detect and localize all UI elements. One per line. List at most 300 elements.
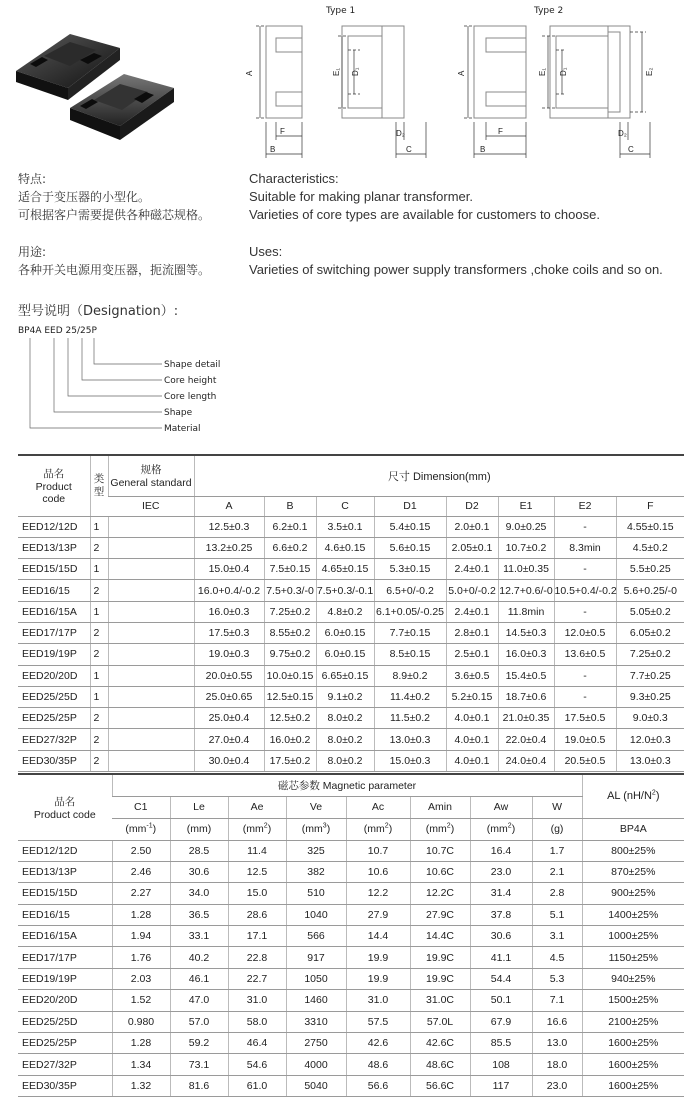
designation-title: 型号说明（Designation）: [18,304,179,319]
dimension-type: 2 [90,729,108,750]
magnetic-parameter-table [18,773,684,1097]
dimension-cell: 8.0±0.2 [316,729,374,750]
magnetic-cell: 1600±25% [582,1033,684,1054]
mag-header-bp4a: BP4A [582,818,684,840]
magnetic-cell: 48.6 [346,1054,410,1075]
mag-unit-text: (mm [486,823,508,835]
dimension-cell [108,729,194,750]
magnetic-product-code: EED13/13P [18,861,112,882]
magnetic-product-code: EED15/15D [18,883,112,904]
dimension-product-code: EED30/35P [18,750,90,771]
dimension-cell: 11.4±0.2 [374,686,446,707]
mag-header-al [582,774,684,818]
magnetic-product-code: EED16/15 [18,904,112,925]
magnetic-cell: 10.7 [346,840,410,861]
dimension-cell: 6.1+0.05/-0.25 [374,601,446,622]
uses-en [249,243,689,279]
magnetic-cell: 57.5 [346,1011,410,1032]
characteristics-cn [18,170,238,224]
dimension-cell [108,708,194,729]
magnetic-cell: 4.5 [532,947,582,968]
dimension-cell: 9.0±0.25 [498,516,554,537]
designation-label-shape-detail: Shape detail [164,360,221,370]
dim-D2-type1: D₂ [396,129,405,138]
header-product-code-en2: code [42,493,66,506]
dimension-cell [108,665,194,686]
dimension-cell: 12.7+0.6/-0 [498,580,554,601]
magnetic-product-code: EED25/25D [18,1011,112,1032]
characteristics-cn-line2: 可根据客户需要提供各种磁芯规格。 [18,208,211,222]
dimension-cell: 4.0±0.1 [446,750,498,771]
product-photo [8,16,178,146]
dimension-cell: 4.6±0.15 [316,537,374,558]
dimension-cell: 15.4±0.5 [498,665,554,686]
dimension-cell: 10.7±0.2 [498,537,554,558]
magnetic-cell: 7.1 [532,990,582,1011]
magnetic-cell: 510 [286,883,346,904]
dimension-row [18,665,684,686]
dimension-cell: 9.1±0.2 [316,686,374,707]
magnetic-cell: 11.4 [228,840,286,861]
magnetic-cell: 16.6 [532,1011,582,1032]
dimension-cell: - [554,559,616,580]
magnetic-cell: 54.6 [228,1054,286,1075]
magnetic-product-code: EED12/12D [18,840,112,861]
mag-unit-sup: 2 [507,822,512,830]
dimension-product-code: EED20/20D [18,665,90,686]
dimension-cell: 5.6+0.25/-0 [616,580,684,601]
dimension-cell: 2.4±0.1 [446,601,498,622]
magnetic-cell: 42.6 [346,1033,410,1054]
mag-unit-ae [228,818,286,840]
dimension-cell: 13.0±0.3 [374,729,446,750]
dimension-cell: 17.5±0.3 [194,622,264,643]
dimension-cell: 11.5±0.2 [374,708,446,729]
characteristics-en-line1: Suitable for making planar transformer. [249,189,473,204]
magnetic-row [18,990,684,1011]
dimension-row [18,686,684,707]
magnetic-cell: 18.0 [532,1054,582,1075]
magnetic-cell: 46.4 [228,1033,286,1054]
dimension-row [18,644,684,665]
header-product-code [18,455,90,516]
designation-label-material: Material [164,424,201,434]
magnetic-cell: 108 [470,1054,532,1075]
dimension-cell [108,537,194,558]
header-dim-e2: E2 [554,496,616,516]
dimension-cell: 5.0+0/-0.2 [446,580,498,601]
magnetic-row [18,1011,684,1032]
dimension-product-code: EED16/15 [18,580,90,601]
magnetic-row [18,1033,684,1054]
magnetic-cell: 2.27 [112,883,170,904]
dimension-cell: 5.3±0.15 [374,559,446,580]
magnetic-cell: 12.5 [228,861,286,882]
dimension-cell: 7.7±0.15 [374,622,446,643]
dimension-cell: 4.65±0.15 [316,559,374,580]
mag-unit-sup: 2 [384,822,389,830]
dimension-product-code: EED12/12D [18,516,90,537]
mag-unit-le [170,818,228,840]
dimension-cell: 2.5±0.1 [446,644,498,665]
dimension-product-code: EED16/15A [18,601,90,622]
dimension-cell: 19.0±0.3 [194,644,264,665]
dimension-cell: 22.0±0.4 [498,729,554,750]
dimension-cell: 12.5±0.3 [194,516,264,537]
dimension-cell: 2.4±0.1 [446,559,498,580]
mag-header-al-sup: 2 [651,789,656,797]
magnetic-cell: 14.4 [346,926,410,947]
dimension-cell: - [554,686,616,707]
dimension-product-code: EED19/19P [18,644,90,665]
header-dim-a: A [194,496,264,516]
dimension-cell: - [554,665,616,686]
magnetic-product-code: EED25/25P [18,1033,112,1054]
dimension-cell: 4.5±0.2 [616,537,684,558]
dim-C-type2: C [628,145,634,154]
dimension-cell: 8.9±0.2 [374,665,446,686]
type1-diagram [230,2,430,162]
dimension-cell: 16.0±0.2 [264,729,316,750]
header-type [90,455,108,516]
dimension-cell: 7.25±0.2 [616,644,684,665]
dimension-cell [108,686,194,707]
magnetic-cell: 59.2 [170,1033,228,1054]
magnetic-cell: 47.0 [170,990,228,1011]
magnetic-cell: 57.0 [170,1011,228,1032]
dim-D1-type2: D₁ [559,67,568,76]
dimension-cell: 17.5±0.5 [554,708,616,729]
dimension-cell: 5.05±0.2 [616,601,684,622]
magnetic-cell: 10.6 [346,861,410,882]
magnetic-cell: 1040 [286,904,346,925]
dimension-cell [108,580,194,601]
magnetic-cell: 28.5 [170,840,228,861]
magnetic-cell: 67.9 [470,1011,532,1032]
header-type-text: 类型 [93,472,105,498]
magnetic-product-code: EED16/15A [18,926,112,947]
dimension-cell: 10.0±0.15 [264,665,316,686]
dimension-cell: 9.3±0.25 [616,686,684,707]
magnetic-cell: 870±25% [582,861,684,882]
designation-label-core-length: Core length [164,392,217,402]
characteristics-en-title: Characteristics: [249,171,339,186]
dimension-cell: 6.6±0.2 [264,537,316,558]
magnetic-cell: 1.76 [112,947,170,968]
magnetic-cell: 34.0 [170,883,228,904]
dimension-cell: 17.5±0.2 [264,750,316,771]
magnetic-cell: 22.7 [228,968,286,989]
dimension-cell [108,622,194,643]
mag-header-al-text: AL (nH/N [607,790,652,803]
dimension-cell: 11.8min [498,601,554,622]
magnetic-cell: 940±25% [582,968,684,989]
type2-label: Type 2 [534,6,564,16]
magnetic-cell: 19.9 [346,968,410,989]
dimension-type: 2 [90,580,108,601]
magnetic-cell: 5.3 [532,968,582,989]
mag-unit-text: (g) [550,823,564,835]
magnetic-cell: 1.32 [112,1075,170,1096]
mag-unit-sup: -1 [146,822,153,830]
dimension-cell: 7.5+0.3/-0 [264,580,316,601]
designation-label-core-height: Core height [164,376,217,386]
magnetic-cell: 31.4 [470,883,532,904]
dimension-cell: 4.0±0.1 [446,729,498,750]
magnetic-row [18,926,684,947]
magnetic-row [18,947,684,968]
mag-header-ae: Ae [228,796,286,818]
dimension-cell: 13.0±0.3 [616,750,684,771]
dimension-cell: 7.25±0.2 [264,601,316,622]
header-product-code-en1: Product [35,481,72,494]
magnetic-cell: 40.2 [170,947,228,968]
dimension-cell [108,644,194,665]
designation-code: BP4A EED 25/25P [18,326,97,336]
mag-header-product-code-en: Product code [33,808,96,821]
dimension-cell [108,559,194,580]
header-general-standard-en: General standard [110,477,192,490]
dimension-cell: 2.0±0.1 [446,516,498,537]
magnetic-cell: 5.1 [532,904,582,925]
dimension-type: 2 [90,537,108,558]
uses-en-line1: Varieties of switching power supply transformers ,choke coils and so on. [249,262,663,277]
dimension-type: 1 [90,665,108,686]
magnetic-cell: 117 [470,1075,532,1096]
dimension-cell: 13.2±0.25 [194,537,264,558]
magnetic-row [18,1075,684,1096]
magnetic-cell: 1150±25% [582,947,684,968]
magnetic-cell: 54.4 [470,968,532,989]
dimension-row [18,601,684,622]
magnetic-cell: 12.2C [410,883,470,904]
header-general-standard [108,455,194,496]
designation-label-shape: Shape [164,408,193,418]
magnetic-cell: 41.1 [470,947,532,968]
dimension-cell: 24.0±0.4 [498,750,554,771]
dimension-cell: 8.0±0.2 [316,750,374,771]
magnetic-cell: 1.28 [112,1033,170,1054]
magnetic-cell: 10.7C [410,840,470,861]
mag-header-ve: Ve [286,796,346,818]
magnetic-cell: 56.6 [346,1075,410,1096]
type1-label: Type 1 [326,6,356,16]
dimension-row [18,622,684,643]
magnetic-product-code: EED27/32P [18,1054,112,1075]
mag-header-product-code [18,774,112,840]
magnetic-cell: 33.1 [170,926,228,947]
uses-en-title: Uses: [249,244,283,259]
dim-B-type1: B [270,145,276,154]
magnetic-cell: 30.6 [470,926,532,947]
magnetic-cell: 50.1 [470,990,532,1011]
dimension-cell: 6.05±0.2 [616,622,684,643]
magnetic-cell: 81.6 [170,1075,228,1096]
magnetic-cell: 917 [286,947,346,968]
dimension-cell: 8.0±0.2 [316,708,374,729]
magnetic-cell: 85.5 [470,1033,532,1054]
dimension-cell: 21.0±0.35 [498,708,554,729]
dimension-cell [108,750,194,771]
dimension-cell: 25.0±0.4 [194,708,264,729]
dim-F-type2: F [498,127,503,136]
magnetic-cell: 73.1 [170,1054,228,1075]
magnetic-cell: 17.1 [228,926,286,947]
magnetic-product-code: EED19/19P [18,968,112,989]
mag-header-amin: Amin [410,796,470,818]
mag-unit-text: (mm [242,823,264,835]
dim-A-type1: A [245,70,254,76]
mag-unit-close: ) [326,823,331,835]
dimension-cell: 12.0±0.3 [616,729,684,750]
header-general-standard-cn: 规格 [140,464,162,477]
dimension-cell: 4.55±0.15 [616,516,684,537]
mag-unit-close: ) [388,823,393,835]
dimension-cell: 14.5±0.3 [498,622,554,643]
dimension-cell: 15.0±0.3 [374,750,446,771]
dimension-cell: 20.5±0.5 [554,750,616,771]
magnetic-cell: 1050 [286,968,346,989]
magnetic-cell: 3310 [286,1011,346,1032]
magnetic-product-code: EED20/20D [18,990,112,1011]
designation-leader-lines [18,336,168,436]
magnetic-cell: 13.0 [532,1033,582,1054]
dimension-type: 2 [90,750,108,771]
dimension-row [18,559,684,580]
dimension-product-code: EED25/25P [18,708,90,729]
dimension-cell: 9.0±0.3 [616,708,684,729]
magnetic-cell: 27.9 [346,904,410,925]
dimension-product-code: EED27/32P [18,729,90,750]
magnetic-cell: 22.8 [228,947,286,968]
dim-E1-type2: E₁ [538,67,547,76]
magnetic-cell: 23.0 [532,1075,582,1096]
dimension-cell: 7.5+0.3/-0.1 [316,580,374,601]
header-iec: IEC [108,496,194,516]
magnetic-cell: 1600±25% [582,1075,684,1096]
magnetic-row [18,861,684,882]
dim-F-type1: F [280,127,285,136]
mag-unit-close: ) [450,823,455,835]
uses-cn-line1: 各种开关电源用变压器，扼流圈等。 [18,263,211,277]
magnetic-cell: 1400±25% [582,904,684,925]
dimension-cell: 6.0±0.15 [316,622,374,643]
magnetic-cell: 0.980 [112,1011,170,1032]
magnetic-cell: 61.0 [228,1075,286,1096]
magnetic-cell: 2.46 [112,861,170,882]
dimension-cell: 12.5±0.2 [264,708,316,729]
dimension-type: 2 [90,644,108,665]
magnetic-cell: 1600±25% [582,1054,684,1075]
magnetic-cell: 15.0 [228,883,286,904]
magnetic-cell: 19.9 [346,947,410,968]
magnetic-cell: 58.0 [228,1011,286,1032]
magnetic-product-code: EED30/35P [18,1075,112,1096]
mag-unit-sup: 2 [446,822,451,830]
magnetic-cell: 1.52 [112,990,170,1011]
magnetic-product-code: EED17/17P [18,947,112,968]
magnetic-cell: 1.94 [112,926,170,947]
dimension-cell: 5.5±0.25 [616,559,684,580]
mag-unit-close: ) [267,823,272,835]
magnetic-cell: 48.6C [410,1054,470,1075]
magnetic-cell: 566 [286,926,346,947]
dimension-type: 1 [90,516,108,537]
dimension-cell: 6.0±0.15 [316,644,374,665]
dimension-cell: - [554,516,616,537]
magnetic-row [18,1054,684,1075]
dim-A-type2: A [457,70,466,76]
magnetic-cell: 2.1 [532,861,582,882]
dimension-row [18,580,684,601]
type2-diagram [457,2,672,162]
header-dimension: 尺寸 Dimension(mm) [194,455,684,496]
dimension-cell: 19.0±0.5 [554,729,616,750]
magnetic-cell: 2.03 [112,968,170,989]
dim-B-type2: B [480,145,486,154]
magnetic-cell: 27.9C [410,904,470,925]
magnetic-cell: 3.1 [532,926,582,947]
dimension-cell [108,516,194,537]
type1-drawing [230,2,430,162]
mag-unit-close: ) [511,823,516,835]
magnetic-cell: 12.2 [346,883,410,904]
dimension-cell: 12.5±0.15 [264,686,316,707]
characteristics-en-line2: Varieties of core types are available for customers to choose. [249,207,600,222]
uses-cn-title: 用途: [18,245,47,259]
dimension-type: 2 [90,708,108,729]
dimension-type: 1 [90,601,108,622]
magnetic-cell: 19.9C [410,968,470,989]
dimension-cell: 6.2±0.1 [264,516,316,537]
magnetic-cell: 31.0 [228,990,286,1011]
dimension-cell: 5.2±0.15 [446,686,498,707]
mag-header-product-code-cn: 品名 [54,795,76,808]
magnetic-cell: 2.8 [532,883,582,904]
magnetic-cell: 10.6C [410,861,470,882]
dim-D2-type2: D₂ [618,129,627,138]
header-dim-f: F [616,496,684,516]
dimension-product-code: EED13/13P [18,537,90,558]
mag-unit-ac [346,818,410,840]
dim-C-type1: C [406,145,412,154]
mag-unit-c1 [112,818,170,840]
dimension-row [18,537,684,558]
magnetic-cell: 56.6C [410,1075,470,1096]
dimension-cell: 9.75±0.2 [264,644,316,665]
dimension-cell: 16.0±0.3 [498,644,554,665]
mag-unit-text: (mm [363,823,385,835]
mag-unit-text: (mm [125,823,147,835]
mag-unit-ve [286,818,346,840]
mag-header-le: Le [170,796,228,818]
magnetic-cell: 900±25% [582,883,684,904]
dimension-cell: 15.0±0.4 [194,559,264,580]
header-dim-b: B [264,496,316,516]
mag-unit-aw [470,818,532,840]
magnetic-cell: 2750 [286,1033,346,1054]
dimension-type: 1 [90,559,108,580]
dimension-cell [108,601,194,622]
dimension-cell: 8.3min [554,537,616,558]
magnetic-cell: 14.4C [410,926,470,947]
magnetic-cell: 30.6 [170,861,228,882]
dimension-row [18,750,684,771]
dimension-cell: 13.6±0.5 [554,644,616,665]
magnetic-cell: 1.28 [112,904,170,925]
magnetic-cell: 2100±25% [582,1011,684,1032]
dimension-table [18,454,684,772]
